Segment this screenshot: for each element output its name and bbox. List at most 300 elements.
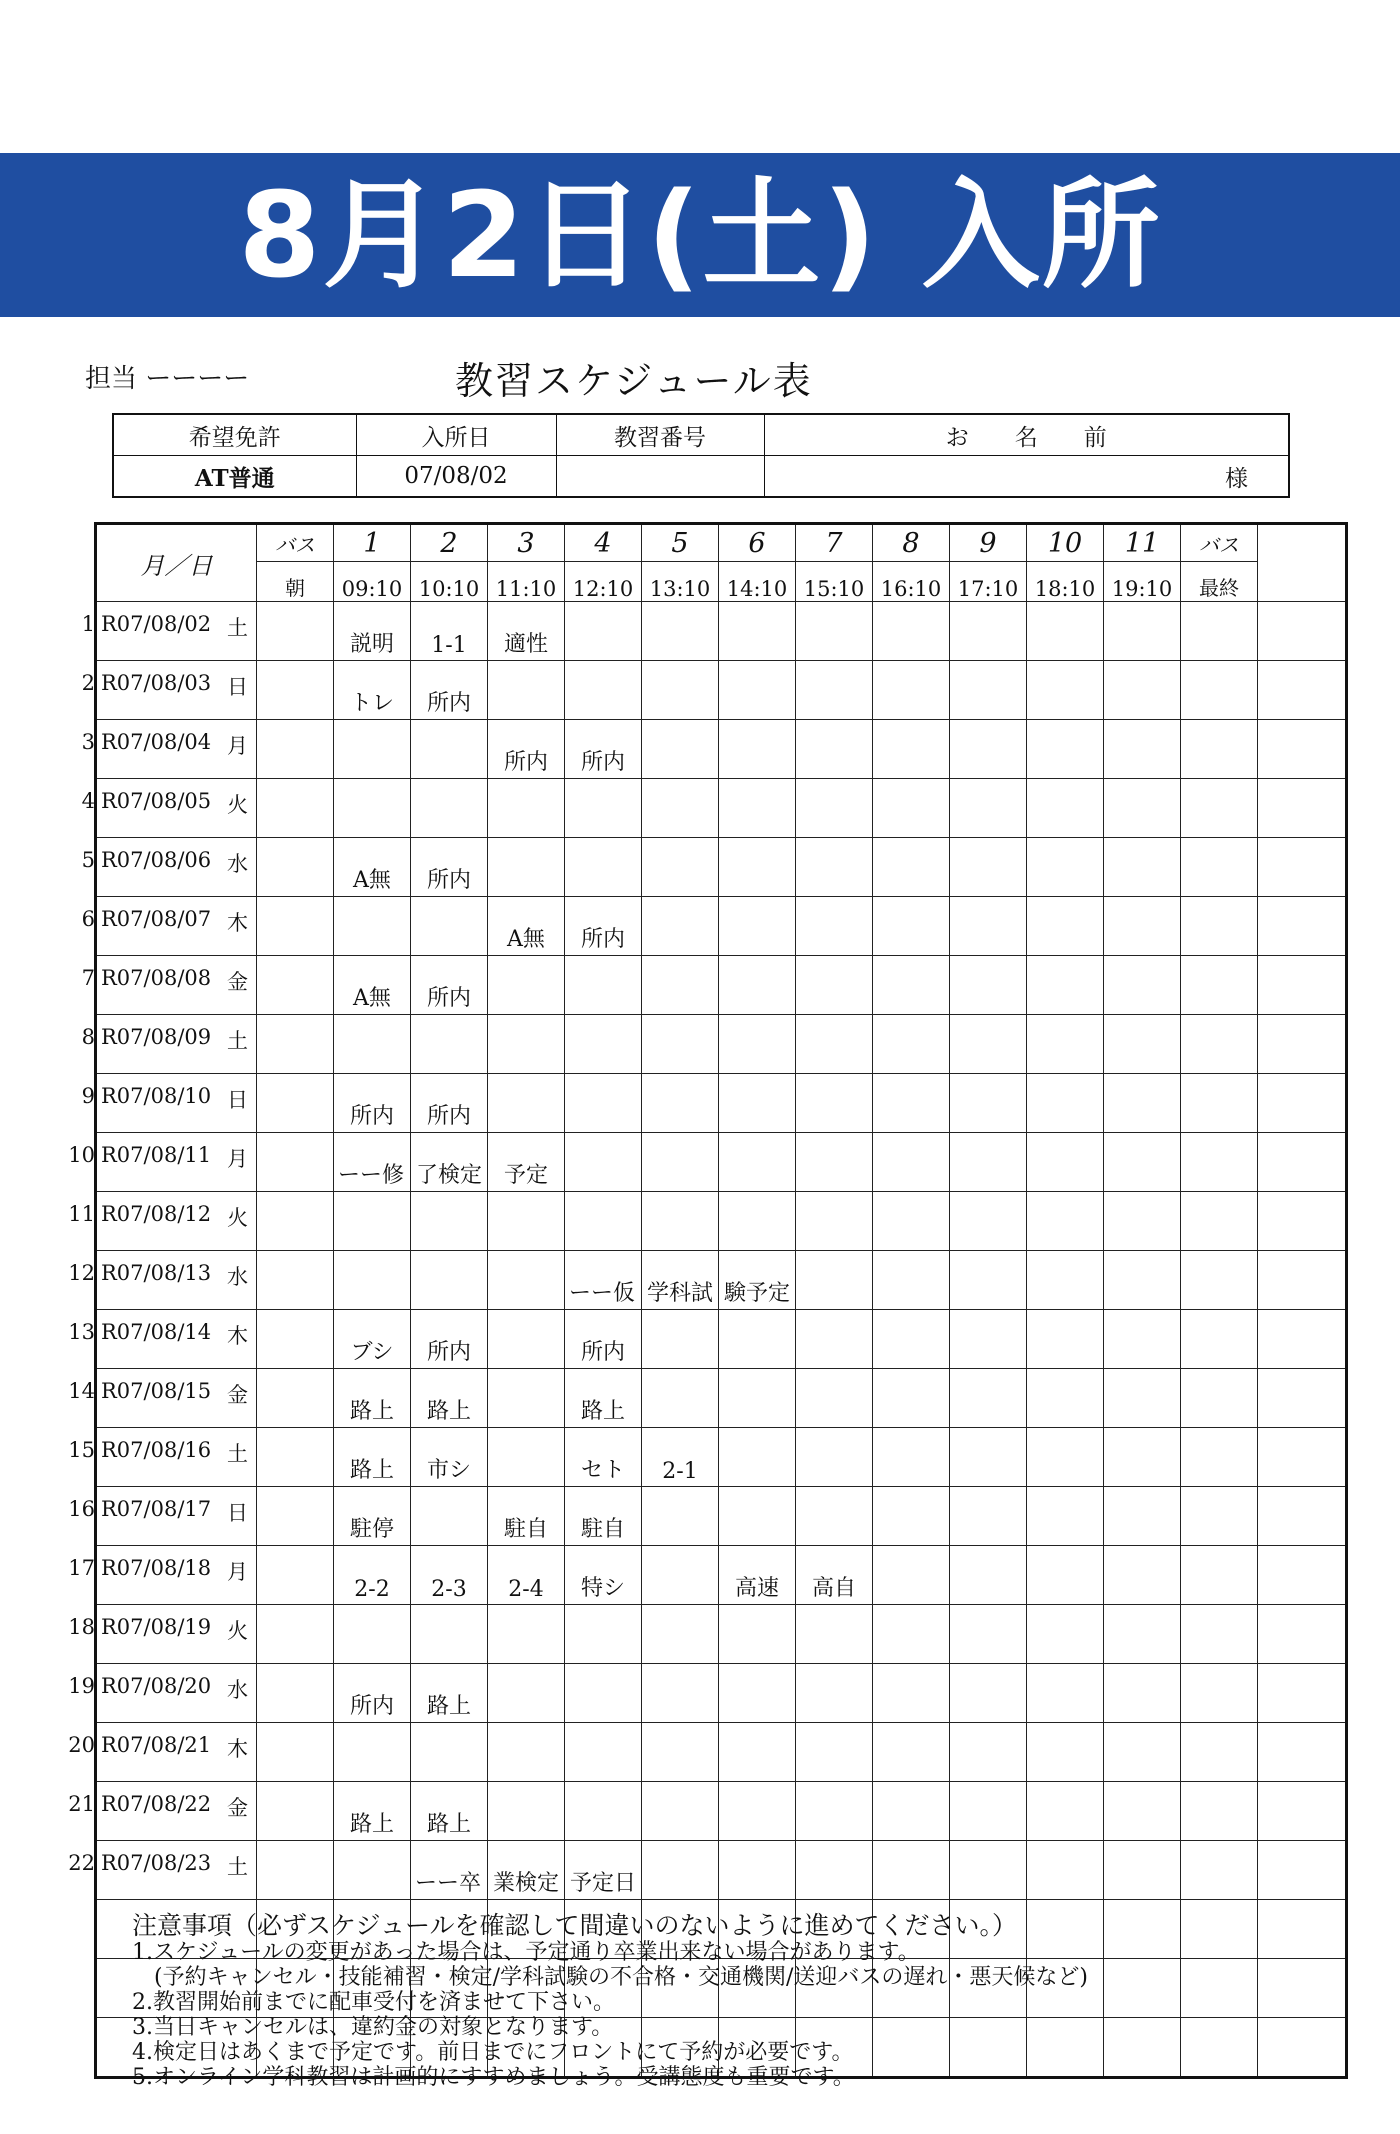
entry-date-value: 07/08/02 <box>356 456 556 498</box>
extra-cell <box>1258 661 1347 720</box>
document-title: 教習スケジュール表 <box>455 359 813 403</box>
lesson-cell <box>1104 661 1181 720</box>
lesson-cell <box>796 1251 873 1310</box>
lesson-cell <box>642 1782 719 1841</box>
month-day-header: 月／日 <box>96 524 257 602</box>
lesson-cell <box>334 1723 411 1782</box>
schedule-row <box>96 1192 1347 1251</box>
lesson-cell <box>1027 1369 1104 1428</box>
lesson-cell <box>334 1251 411 1310</box>
lesson-cell: 所内 <box>565 897 642 956</box>
lesson-date: R07/08/16 <box>101 1438 212 1462</box>
lesson-cell: 市シ <box>411 1428 488 1487</box>
lesson-cell <box>873 1664 950 1723</box>
bus-morning-cell <box>257 1133 334 1192</box>
extra-cell <box>1258 1723 1347 1782</box>
row-number: 14 <box>68 1379 95 1403</box>
lesson-cell: 特シ <box>565 1546 642 1605</box>
lesson-cell: 駐自 <box>488 1487 565 1546</box>
note-item: 1.スケジュールの変更があった場合は、予定通り卒業出来ない場合があります。 <box>132 1940 920 1965</box>
lesson-cell <box>565 1723 642 1782</box>
lesson-cell: 路上 <box>411 1664 488 1723</box>
lesson-date: R07/08/21 <box>101 1733 212 1757</box>
extra-cell <box>1258 1015 1347 1074</box>
lesson-date: R07/08/19 <box>101 1615 212 1639</box>
lesson-cell <box>565 1192 642 1251</box>
lesson-cell <box>873 1428 950 1487</box>
bus-last-cell <box>1181 1251 1258 1310</box>
lesson-cell <box>796 720 873 779</box>
bus-morning-cell <box>257 897 334 956</box>
lesson-cell <box>950 956 1027 1015</box>
bus-last-cell <box>1181 1487 1258 1546</box>
lesson-cell <box>873 1310 950 1369</box>
bus-morning-cell <box>257 1369 334 1428</box>
lesson-cell <box>719 779 796 838</box>
lesson-cell <box>1027 1664 1104 1723</box>
date-cell <box>68 1369 257 1428</box>
day-of-week: 月 <box>227 1560 248 1584</box>
extra-column-header <box>1258 524 1347 602</box>
bus-morning-cell <box>257 1015 334 1074</box>
lesson-cell <box>1027 1074 1104 1133</box>
lesson-cell <box>1027 1192 1104 1251</box>
lesson-cell <box>488 1015 565 1074</box>
period-number: 2 <box>411 524 488 562</box>
lesson-date: R07/08/17 <box>101 1497 212 1521</box>
lesson-cell <box>719 1310 796 1369</box>
extra-cell <box>1258 602 1347 661</box>
lesson-cell <box>1027 1487 1104 1546</box>
day-of-week: 火 <box>227 793 248 817</box>
lesson-cell <box>642 1192 719 1251</box>
bus-last-cell <box>1181 1546 1258 1605</box>
lesson-cell: ブシ <box>334 1310 411 1369</box>
date-cell <box>68 1782 257 1841</box>
lesson-cell <box>950 602 1027 661</box>
lesson-cell <box>488 1192 565 1251</box>
lesson-cell <box>488 1074 565 1133</box>
bus-last-cell <box>1181 956 1258 1015</box>
lesson-cell <box>334 1841 411 1900</box>
bus-last-cell <box>1181 779 1258 838</box>
lesson-date: R07/08/13 <box>101 1261 212 1285</box>
period-number: 11 <box>1104 524 1181 562</box>
lesson-cell <box>1104 1723 1181 1782</box>
lesson-cell <box>1104 1015 1181 1074</box>
date-cell <box>81 720 257 779</box>
day-of-week: 土 <box>227 616 248 640</box>
bus-last-cell <box>1181 720 1258 779</box>
lesson-cell <box>950 1723 1027 1782</box>
lesson-cell <box>873 1723 950 1782</box>
lesson-cell <box>411 897 488 956</box>
lesson-cell <box>642 838 719 897</box>
lesson-cell <box>950 1192 1027 1251</box>
lesson-cell <box>334 1015 411 1074</box>
lesson-cell <box>873 602 950 661</box>
lesson-cell: 業検定 <box>488 1841 565 1900</box>
schedule-row <box>96 661 1347 720</box>
lesson-cell <box>1027 1251 1104 1310</box>
row-number: 18 <box>68 1615 95 1639</box>
bus-morning-cell <box>257 1841 334 1900</box>
bus-morning-cell <box>257 1605 334 1664</box>
period-time: 10:10 <box>411 562 488 602</box>
lesson-cell <box>950 1133 1027 1192</box>
bus-last-cell <box>1181 838 1258 897</box>
bus-last-cell <box>1181 1900 1258 1959</box>
bus-last-cell <box>1181 2018 1258 2078</box>
lesson-cell: 所内 <box>565 1310 642 1369</box>
date-cell <box>68 1605 257 1664</box>
bus-morning-cell <box>257 1310 334 1369</box>
lesson-cell <box>1027 1015 1104 1074</box>
schedule-row <box>96 1664 1347 1723</box>
date-cell <box>81 897 257 956</box>
lesson-cell <box>1027 1428 1104 1487</box>
schedule-row <box>96 1841 1347 1900</box>
lesson-cell <box>642 1133 719 1192</box>
lesson-cell <box>1027 1605 1104 1664</box>
day-of-week: 木 <box>227 1737 248 1761</box>
lesson-cell <box>1104 779 1181 838</box>
student-info-table <box>112 413 1290 498</box>
row-number: 16 <box>68 1497 95 1521</box>
row-number: 9 <box>81 1084 95 1108</box>
lesson-cell <box>565 1605 642 1664</box>
lesson-cell <box>719 1841 796 1900</box>
lesson-cell <box>719 661 796 720</box>
period-number: 1 <box>334 524 411 562</box>
lesson-cell <box>950 661 1027 720</box>
lesson-cell <box>1104 720 1181 779</box>
lesson-cell <box>642 1546 719 1605</box>
lesson-cell <box>950 1782 1027 1841</box>
lesson-cell: ーー仮 <box>565 1251 642 1310</box>
period-number: 5 <box>642 524 719 562</box>
bus-morning-cell <box>257 720 334 779</box>
bus-header-last: バス <box>1181 524 1258 562</box>
bus-header-morning: バス <box>257 524 334 562</box>
row-number: 21 <box>68 1792 95 1816</box>
lesson-cell <box>1104 897 1181 956</box>
lesson-cell <box>950 1369 1027 1428</box>
day-of-week: 水 <box>227 852 248 876</box>
date-cell <box>68 1310 257 1369</box>
bus-last-cell <box>1181 1605 1258 1664</box>
student-number-value <box>556 456 764 498</box>
lesson-cell: 所内 <box>411 956 488 1015</box>
row-number: 22 <box>68 1851 95 1875</box>
lesson-cell <box>873 1546 950 1605</box>
name-value: 様 <box>764 456 1289 498</box>
lesson-date: R07/08/11 <box>101 1143 212 1167</box>
lesson-cell: 路上 <box>334 1369 411 1428</box>
lesson-cell <box>950 1310 1027 1369</box>
lesson-cell <box>796 602 873 661</box>
lesson-cell <box>1104 1664 1181 1723</box>
row-number: 8 <box>81 1025 95 1049</box>
day-of-week: 土 <box>227 1442 248 1466</box>
lesson-cell <box>796 1428 873 1487</box>
lesson-cell: トレ <box>334 661 411 720</box>
day-of-week: 土 <box>227 1029 248 1053</box>
lesson-cell <box>1027 1133 1104 1192</box>
lesson-cell: 駐停 <box>334 1487 411 1546</box>
bus-last-cell <box>1181 1428 1258 1487</box>
lesson-cell <box>642 1074 719 1133</box>
period-number: 3 <box>488 524 565 562</box>
row-number: 5 <box>81 848 95 872</box>
lesson-cell <box>642 661 719 720</box>
schedule-row <box>96 1015 1347 1074</box>
lesson-cell <box>796 1310 873 1369</box>
lesson-cell <box>873 1251 950 1310</box>
date-cell <box>68 1487 257 1546</box>
lesson-cell <box>719 1664 796 1723</box>
lesson-cell <box>488 1310 565 1369</box>
bus-last-cell <box>1181 1310 1258 1369</box>
bus-morning-cell <box>257 1723 334 1782</box>
lesson-cell <box>488 1369 565 1428</box>
date-cell <box>81 779 257 838</box>
lesson-cell: 路上 <box>565 1369 642 1428</box>
day-of-week: 土 <box>227 1855 248 1879</box>
lesson-cell <box>334 1192 411 1251</box>
period-time: 17:10 <box>950 562 1027 602</box>
extra-cell <box>1258 956 1347 1015</box>
lesson-date: R07/08/10 <box>101 1084 212 1108</box>
extra-cell <box>1258 779 1347 838</box>
extra-cell <box>1258 1428 1347 1487</box>
period-time: 13:10 <box>642 562 719 602</box>
schedule-row <box>96 1723 1347 1782</box>
lesson-cell <box>642 1841 719 1900</box>
extra-cell <box>1258 1782 1347 1841</box>
lesson-cell: 験予定 <box>719 1251 796 1310</box>
lesson-cell <box>1027 1841 1104 1900</box>
lesson-cell <box>1027 1782 1104 1841</box>
lesson-cell <box>1104 1959 1181 2018</box>
period-time: 12:10 <box>565 562 642 602</box>
extra-cell <box>1258 2018 1347 2078</box>
lesson-cell: 適性 <box>488 602 565 661</box>
note-item: (予約キャンセル・技能補習・検定/学科試験の不合格・交通機関/送迎バスの遅れ・悪天候など) <box>132 1965 1088 1990</box>
lesson-cell <box>873 1015 950 1074</box>
period-number: 10 <box>1027 524 1104 562</box>
note-item: 3.当日キャンセルは、違約金の対象となります。 <box>132 2015 614 2040</box>
schedule-row <box>96 1310 1347 1369</box>
row-number: 4 <box>81 789 95 813</box>
lesson-cell <box>719 720 796 779</box>
lesson-cell: A無 <box>488 897 565 956</box>
lesson-cell <box>1104 602 1181 661</box>
extra-cell <box>1258 1487 1347 1546</box>
lesson-date: R07/08/18 <box>101 1556 212 1580</box>
lesson-cell: 2-4 <box>488 1546 565 1605</box>
day-of-week: 日 <box>227 1088 248 1112</box>
extra-cell <box>1258 1192 1347 1251</box>
lesson-cell <box>334 1605 411 1664</box>
lesson-cell <box>488 838 565 897</box>
row-number: 6 <box>81 907 95 931</box>
lesson-cell: 2-2 <box>334 1546 411 1605</box>
row-number: 15 <box>68 1438 95 1462</box>
lesson-cell <box>642 1605 719 1664</box>
bus-last-cell <box>1181 1074 1258 1133</box>
bus-morning-cell <box>257 1664 334 1723</box>
lesson-cell: ーー修 <box>334 1133 411 1192</box>
lesson-cell <box>411 1723 488 1782</box>
lesson-cell <box>950 1546 1027 1605</box>
lesson-cell <box>950 1605 1027 1664</box>
lesson-cell <box>1027 1310 1104 1369</box>
lesson-cell <box>1027 1723 1104 1782</box>
lesson-cell <box>796 1841 873 1900</box>
period-time: 14:10 <box>719 562 796 602</box>
note-item: 2.教習開始前までに配車受付を済ませて下さい。 <box>132 1990 615 2015</box>
schedule-row <box>96 838 1347 897</box>
day-of-week: 水 <box>227 1678 248 1702</box>
lesson-cell <box>411 720 488 779</box>
lesson-cell: 所内 <box>334 1074 411 1133</box>
date-cell <box>81 1015 257 1074</box>
lesson-cell <box>719 1428 796 1487</box>
lesson-cell: ーー卒 <box>411 1841 488 1900</box>
extra-cell <box>1258 1251 1347 1310</box>
lesson-cell <box>334 779 411 838</box>
extra-cell <box>1258 1546 1347 1605</box>
lesson-cell <box>950 720 1027 779</box>
period-number: 7 <box>796 524 873 562</box>
lesson-cell: 所内 <box>411 661 488 720</box>
lesson-date: R07/08/12 <box>101 1202 212 1226</box>
date-cell <box>68 1841 257 1900</box>
lesson-cell <box>488 779 565 838</box>
lesson-date: R07/08/02 <box>101 612 212 636</box>
lesson-cell <box>565 1074 642 1133</box>
row-number: 3 <box>81 730 95 754</box>
extra-cell <box>1258 1841 1347 1900</box>
lesson-cell <box>1104 1369 1181 1428</box>
extra-cell <box>1258 897 1347 956</box>
lesson-cell <box>873 1487 950 1546</box>
lesson-cell: 高自 <box>796 1546 873 1605</box>
bus-last-cell <box>1181 1959 1258 2018</box>
lesson-cell <box>488 1664 565 1723</box>
lesson-cell <box>873 1605 950 1664</box>
lesson-date: R07/08/15 <box>101 1379 212 1403</box>
lesson-cell <box>796 1723 873 1782</box>
lesson-cell <box>796 1015 873 1074</box>
lesson-cell: セト <box>565 1428 642 1487</box>
name-label: お 名 前 <box>764 414 1289 456</box>
row-number: 20 <box>68 1733 95 1757</box>
lesson-cell <box>642 602 719 661</box>
bus-last-cell <box>1181 602 1258 661</box>
lesson-cell <box>796 897 873 956</box>
lesson-cell <box>334 897 411 956</box>
lesson-cell <box>488 1428 565 1487</box>
lesson-date: R07/08/20 <box>101 1674 212 1698</box>
bus-morning-cell <box>257 838 334 897</box>
period-number: 9 <box>950 524 1027 562</box>
lesson-cell <box>642 720 719 779</box>
lesson-cell <box>565 779 642 838</box>
lesson-cell <box>950 1015 1027 1074</box>
lesson-cell <box>565 1782 642 1841</box>
lesson-cell <box>411 1192 488 1251</box>
lesson-cell: 路上 <box>411 1782 488 1841</box>
lesson-date: R07/08/03 <box>101 671 212 695</box>
lesson-cell <box>488 1605 565 1664</box>
lesson-cell <box>1027 956 1104 1015</box>
lesson-cell <box>873 779 950 838</box>
lesson-cell: 所内 <box>411 838 488 897</box>
day-of-week: 木 <box>227 911 248 935</box>
lesson-cell <box>1027 779 1104 838</box>
bus-last-cell <box>1181 1192 1258 1251</box>
lesson-cell <box>873 1782 950 1841</box>
bus-last-cell <box>1181 897 1258 956</box>
lesson-cell <box>411 1487 488 1546</box>
lesson-cell <box>642 1310 719 1369</box>
row-number: 17 <box>68 1556 95 1580</box>
schedule-table <box>68 522 1348 2079</box>
date-cell <box>68 1428 257 1487</box>
bus-last-cell <box>1181 1782 1258 1841</box>
lesson-cell: 2-3 <box>411 1546 488 1605</box>
lesson-cell <box>1104 956 1181 1015</box>
period-time: 09:10 <box>334 562 411 602</box>
lesson-cell <box>719 602 796 661</box>
lesson-cell <box>719 1133 796 1192</box>
lesson-cell <box>1104 1782 1181 1841</box>
day-of-week: 月 <box>227 734 248 758</box>
bus-last-cell <box>1181 661 1258 720</box>
date-cell <box>81 661 257 720</box>
bus-morning-cell <box>257 1487 334 1546</box>
entry-date-label: 入所日 <box>356 414 556 456</box>
lesson-date: R07/08/14 <box>101 1320 212 1344</box>
lesson-cell <box>873 661 950 720</box>
lesson-cell: 路上 <box>411 1369 488 1428</box>
lesson-cell <box>565 838 642 897</box>
date-cell <box>68 1664 257 1723</box>
lesson-cell <box>411 1015 488 1074</box>
staff-label: 担当 ーーーー <box>85 364 250 394</box>
row-number: 10 <box>68 1143 95 1167</box>
row-number: 12 <box>68 1261 95 1285</box>
entry-date-banner <box>0 153 1400 317</box>
bus-morning-cell <box>257 956 334 1015</box>
lesson-cell <box>1104 1074 1181 1133</box>
schedule-row <box>96 1369 1347 1428</box>
license-value: AT普通 <box>113 456 356 498</box>
day-of-week: 金 <box>227 1383 248 1407</box>
schedule-row <box>96 1428 1347 1487</box>
schedule-row <box>96 602 1347 661</box>
lesson-cell <box>796 956 873 1015</box>
period-time: 19:10 <box>1104 562 1181 602</box>
lesson-cell <box>642 1487 719 1546</box>
lesson-cell <box>950 838 1027 897</box>
schedule-row <box>96 897 1347 956</box>
date-cell <box>81 602 257 661</box>
lesson-date: R07/08/09 <box>101 1025 212 1049</box>
lesson-date: R07/08/08 <box>101 966 212 990</box>
